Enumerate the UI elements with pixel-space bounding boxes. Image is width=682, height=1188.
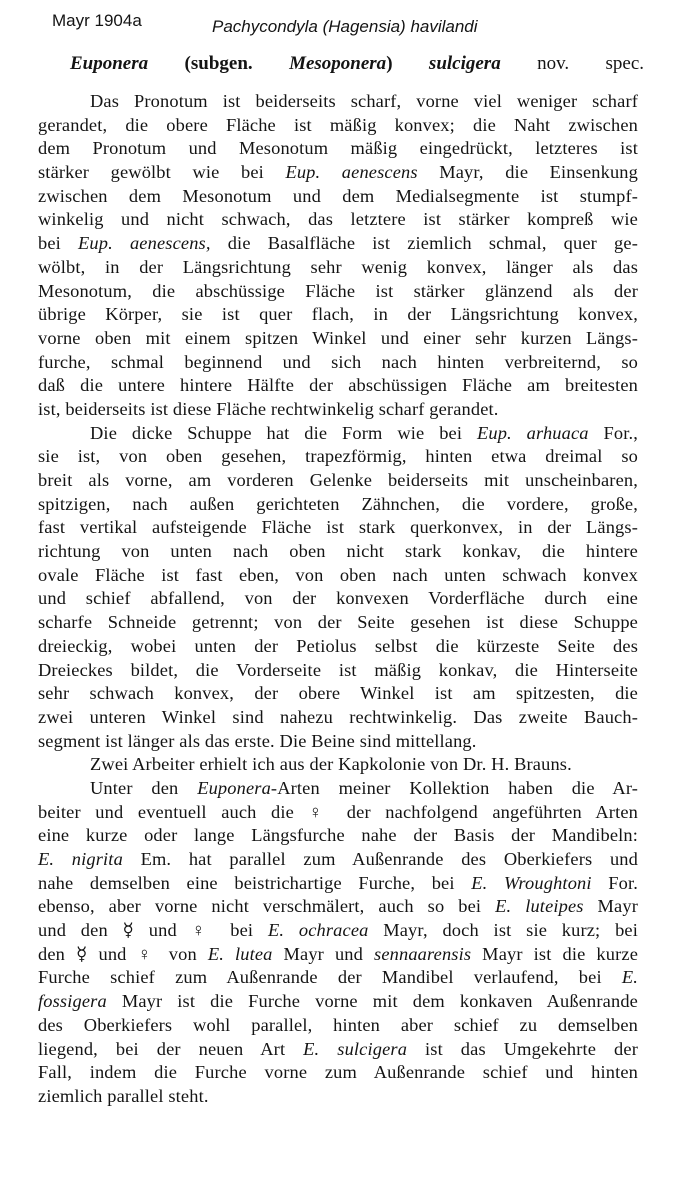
text-line: [38, 848, 638, 872]
taxon-name: Eup. aenescens: [285, 162, 418, 183]
text-line: [38, 303, 638, 327]
taxon-name: E. nigrita: [38, 849, 123, 869]
text-line: [38, 208, 638, 232]
citation-label: Mayr 1904a: [52, 11, 142, 30]
text-line: [38, 682, 638, 706]
title-subgenus: Mesoponera: [289, 53, 387, 74]
text-line: [38, 635, 638, 659]
text-line: [38, 659, 638, 683]
text-run: -Arten meiner Kollektion haben die Ar-: [270, 777, 638, 798]
text-line: [38, 469, 638, 493]
text-run: For.,: [588, 422, 638, 443]
text-line: [38, 161, 638, 185]
text-run: Mesonotum, die abschüssige Fläche ist stärker glänzend als der: [38, 280, 638, 301]
text-line: [38, 540, 638, 564]
text-line: [38, 1014, 638, 1038]
text-run: den ☿ und ♀ von: [38, 943, 208, 964]
text-line: [38, 280, 638, 304]
text-line: [38, 374, 638, 398]
taxon-label: Pachycondyla (Hagensia) havilandi: [212, 17, 478, 36]
taxon-name: E. Wroughtoni: [471, 872, 592, 893]
text-line: [38, 587, 638, 611]
text-line: [38, 966, 638, 990]
text-run: spitzigen, nach außen gerichteten Zähnchen, die vordere, große,: [38, 493, 638, 514]
text-run: liegend, bei der neuen Art: [38, 1038, 304, 1059]
text-run: richtung von unten nach oben nicht stark konkav, die hintere: [38, 541, 638, 562]
text-run: Unter den: [90, 777, 198, 798]
text-run: zwei unteren Winkel sind nahezu rechtwinkelig. Das zweite Bauch-: [38, 706, 638, 727]
text-run: Mayr, doch ist sie kurz; bei: [368, 920, 638, 941]
text-run: Fall, indem die Furche vorne zum Außenrande schief und hinten: [38, 1062, 638, 1083]
text-run: ovale Fläche ist fast eben, von oben nach unten schwach konvex: [38, 564, 638, 585]
taxon-name: E.: [621, 967, 638, 988]
text-run: beiter und eventuell auch die ♀ der nachfolgend angeführten Arten: [38, 801, 638, 822]
text-run: ist das Umgekehrte der: [407, 1038, 638, 1059]
text-line: [38, 943, 638, 967]
taxon-name: Euponera: [197, 777, 271, 798]
text-run: Die dicke Schuppe hat die Form wie bei: [90, 422, 477, 443]
taxon-name: sennaarensis: [374, 943, 472, 964]
text-line: [38, 422, 638, 446]
taxon-name: E. lutea: [207, 943, 273, 964]
text-run: ebenso, aber vorne nicht verschmälert, auch so bei: [38, 896, 496, 917]
text-line: [38, 919, 638, 943]
taxon-name: E. luteipes: [495, 896, 584, 917]
text-run: segment ist länger als das erste. Die Beine sind mittellang.: [38, 730, 477, 751]
text-run: gerandet, die obere Fläche ist mäßig konvex; die Naht zwischen: [38, 114, 638, 135]
text-run: Furche schief zum Außenrande der Mandibel verlaufend, bei: [38, 967, 622, 988]
title-subgen-open: (subgen.: [184, 53, 253, 74]
title-genus: Euponera: [70, 53, 149, 74]
text-run: Mayr, die Einsenkung: [417, 162, 638, 183]
text-run: Mayr: [583, 896, 638, 917]
text-run: Zwei Arbeiter erhielt ich aus der Kapkolonie von Dr. H. Brauns.: [90, 754, 572, 775]
text-run: dem Pronotum und Mesonotum mäßig eingedrückt, letzteres ist: [38, 138, 638, 159]
text-line: [38, 611, 638, 635]
text-run: daß die untere hintere Hälfte der abschüssigen Fläche am breitesten: [38, 375, 638, 396]
taxon-name: Eup. arhuaca: [476, 422, 589, 443]
text-run: furche, schmal beginnend und sich nach hinten verbreiternd, so: [38, 351, 638, 372]
text-line: [38, 801, 638, 825]
text-run: breit als vorne, am vorderen Gelenke beiderseits mit unscheinbaren,: [38, 470, 638, 490]
text-line: [38, 351, 638, 375]
text-line: [38, 445, 638, 469]
taxon-name: fossigera: [38, 991, 107, 1012]
title-species: sulcigera: [428, 53, 501, 74]
text-run: sehr schwach konvex, der obere Winkel ist am spitzesten, die: [38, 683, 638, 704]
text-line: [38, 730, 638, 754]
text-run: Mayr und: [272, 943, 375, 964]
taxon-name: Eup. aenescens,: [78, 233, 211, 254]
text-run: dreieckig, wobei unten der Petiolus selbst die kürzeste Seite des: [38, 635, 638, 656]
text-run: sie ist, von oben gesehen, trapezförmig, hinten etwa dreimal so: [38, 446, 638, 467]
text-run: stärker gewölbt wie bei: [38, 162, 286, 183]
text-line: [38, 753, 638, 777]
text-line: [38, 90, 638, 114]
text-run: übrige Körper, sie ist quer flach, in der Längsrichtung konvex,: [38, 304, 638, 325]
title-close-paren: ): [386, 53, 393, 74]
text-run: des Oberkiefers wohl parallel, hinten aber schief zu demselben: [38, 1014, 638, 1035]
text-line: [38, 327, 638, 351]
text-run: zwischen dem Mesonotum und dem Medialsegmente ist stumpf-: [38, 185, 638, 206]
text-run: Mayr ist die kurze: [471, 943, 639, 964]
text-line: [38, 137, 638, 161]
text-run: Das Pronotum ist beiderseits scharf, vorne viel weniger scharf: [90, 91, 638, 111]
text-line: [38, 564, 638, 588]
text-run: For.: [591, 872, 638, 893]
text-run: nahe demselben eine beistrichartige Furche, bei: [38, 872, 472, 893]
text-line: [38, 872, 638, 896]
text-line: [38, 516, 638, 540]
text-line: [38, 895, 638, 919]
text-run: bei: [38, 233, 79, 254]
text-run: wölbt, in der Längsrichtung sehr wenig konvex, länger als das: [38, 256, 638, 277]
text-line: [38, 1038, 638, 1062]
text-line: [38, 114, 638, 138]
text-run: ist, beiderseits ist diese Fläche rechtwinkelig scharf gerandet.: [38, 398, 499, 419]
text-run: vorne oben mit einem spitzen Winkel und einer sehr kurzen Längs-: [38, 327, 638, 348]
text-line: [38, 185, 638, 209]
text-line: [38, 1085, 638, 1109]
text-run: Mayr ist die Furche vorne mit dem konkaven Außenrande: [106, 991, 638, 1012]
text-run: und schief abfallend, von der konvexen Vorderfläche durch eine: [38, 588, 638, 609]
text-line: [38, 398, 638, 422]
text-run: Em. hat parallel zum Außenrande des Oberkiefers und: [122, 849, 638, 869]
text-line: [38, 990, 638, 1014]
text-line: [38, 824, 638, 848]
title-status: nov. spec.: [537, 53, 645, 74]
text-run: winkelig und nicht schwach, das letztere ist stärker kompreß wie: [38, 209, 638, 230]
text-run: die Basalfläche ist ziemlich schmal, quer ge-: [210, 233, 638, 254]
text-line: [38, 493, 638, 517]
text-run: scharfe Schneide getrennt; von der Seite gesehen ist diese Schuppe: [38, 612, 638, 633]
text-line: [38, 232, 638, 256]
text-run: eine kurze oder lange Längsfurche nahe der Basis der Mandibeln:: [38, 825, 638, 846]
body-text: [38, 90, 638, 1109]
text-line: [38, 1061, 638, 1085]
species-title: [70, 52, 644, 76]
text-run: fast vertikal aufsteigende Fläche ist stark querkonvex, in der Längs-: [38, 517, 638, 538]
text-run: und den ☿ und ♀ bei: [38, 920, 268, 941]
taxon-name: E. sulcigera: [303, 1038, 408, 1059]
text-run: Dreieckes bildet, die Vorderseite ist mäßig konkav, die Hinterseite: [38, 659, 638, 680]
taxon-name: E. ochracea: [267, 920, 369, 941]
text-run: ziemlich parallel steht.: [38, 1085, 209, 1106]
text-line: [38, 256, 638, 280]
text-line: [38, 777, 638, 801]
text-line: [38, 706, 638, 730]
